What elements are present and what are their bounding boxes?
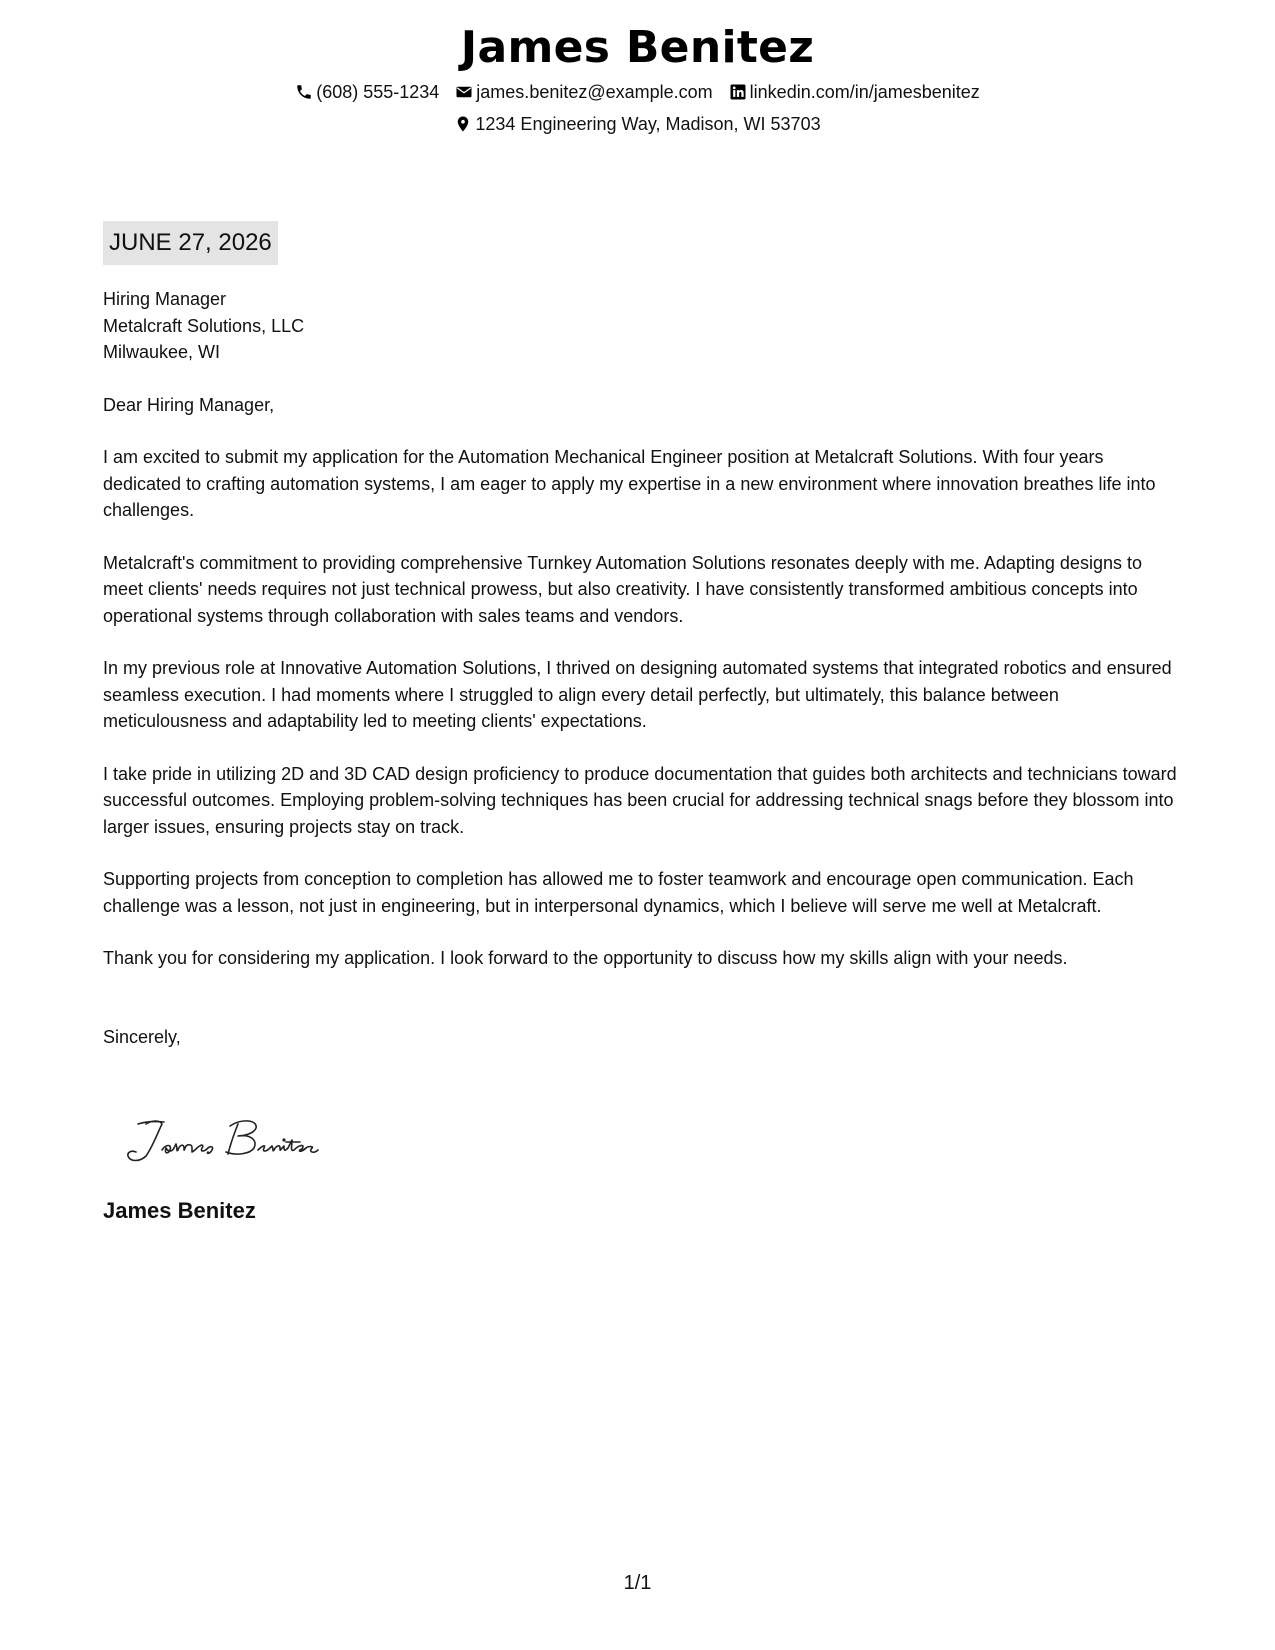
recipient-location: Milwaukee, WI — [103, 342, 221, 362]
email-address: james.benitez@example.com — [476, 82, 713, 102]
contact-row-primary — [0, 80, 1275, 104]
body-paragraph-5: Supporting projects from conception to completion has allowed me to foster teamwork and encourage open communication. Each challenge was a lesson, not just in engineering, but in interpersonal dynamics, which I believe will serve me well at Metalcraft. — [103, 869, 1134, 916]
closing: Sincerely, — [103, 1026, 181, 1047]
body-paragraph-4: I take pride in utilizing 2D and 3D CAD design proficiency to produce documentation that guides both architects and technicians toward successful outcomes. Employing problem-solving techniques has been crucial for addressing technical snags before they blossom into larger issues, ensuring projects stay on track. — [103, 763, 1177, 837]
contact-row-address — [0, 112, 1275, 136]
contact-phone — [295, 80, 439, 104]
envelope-icon — [455, 83, 473, 101]
salutation: Dear Hiring Manager, — [103, 394, 275, 415]
linkedin-icon — [729, 83, 747, 101]
page-number: 1/1 — [623, 1572, 652, 1594]
contact-email — [455, 80, 712, 104]
body-paragraph-2: Metalcraft's commitment to providing comprehensive Turnkey Automation Solutions resonates deeply with me. Adapting designs to meet clients' needs requires not just technical prowess, but also creativity. I have consistently transformed ambitious concepts into operational systems through collaboration with sales teams and vendors. — [103, 552, 1142, 626]
body-paragraph-3: In my previous role at Innovative Automation Solutions, I thrived on designing automated systems that integrated robotics and ensured seamless execution. I had moments where I struggled to align every detail perfectly, but ultimately, this balance between meticulousness and adaptability led to meeting clients' expectations. — [103, 658, 1172, 731]
body-paragraph-6: Thank you for considering my application. I look forward to the opportunity to discuss how my skills align with your needs. — [103, 948, 1068, 968]
phone-icon — [295, 83, 313, 101]
letter-date: JUNE 27, 2026 — [103, 221, 278, 265]
contact-address — [454, 112, 820, 136]
body-paragraph-1: I am excited to submit my application for the Automation Mechanical Engineer position at Metalcraft Solutions. With four years dedicated to crafting automation systems, I am eager to apply my expertise in a new environment where innovation breathes life into challenges. — [103, 447, 1156, 520]
signed-name: James Benitez — [103, 1198, 256, 1223]
contact-linkedin — [729, 80, 980, 104]
linkedin-url: linkedin.com/in/jamesbenitez — [749, 82, 980, 102]
phone-number: (608) 555-1234 — [316, 82, 440, 102]
map-marker-icon — [454, 115, 472, 133]
letter-body — [103, 286, 1183, 1076]
letter-header — [0, 20, 1275, 136]
applicant-name: James Benitez — [460, 22, 815, 73]
street-address: 1234 Engineering Way, Madison, WI 53703 — [475, 114, 821, 134]
handwritten-signature — [118, 1110, 358, 1170]
recipient-company: Metalcraft Solutions, LLC — [103, 315, 305, 336]
recipient-title: Hiring Manager — [103, 289, 227, 309]
recipient-block — [103, 286, 1183, 366]
